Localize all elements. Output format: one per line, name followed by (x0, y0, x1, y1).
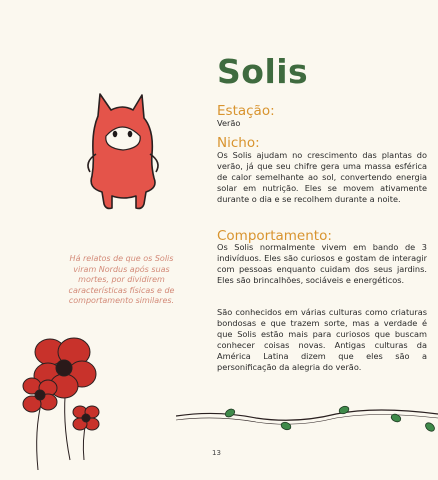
side-note: Há relatos de que os Solis viram Nordus após suas mortes, por dividirem características físicas e de comportamento similares. (68, 254, 175, 306)
nicho-text: Os Solis ajudam no crescimento das plantas do verão, já que seu chifre gera uma massa esférica de calor semelhante ao sol, convertendo energia solar em nutrição. Eles se movem ativamente durante o dia e se recolhem durante a noite. (217, 150, 427, 205)
flower-small (23, 378, 57, 412)
page-title: Solis (217, 52, 309, 91)
page-number: 13 (212, 449, 221, 457)
leaf-2 (280, 421, 292, 431)
comportamento-text: Os Solis normalmente vivem em bando de 3 indivíduos. Eles são curiosos e gostam de interagir com pessoas enquanto cuidam dos seus jardins. Eles são brincalhões, sociáveis e energéticos. (217, 242, 427, 286)
estacao-text: Verão (217, 118, 241, 128)
flowers-illustration (14, 330, 124, 480)
leaf-4 (390, 413, 402, 424)
vine-illustration (176, 402, 438, 442)
comportamento-heading: Comportamento: (217, 228, 332, 244)
solis-creature-illustration (78, 92, 168, 217)
leaf-5 (424, 421, 436, 433)
flower-tiny (73, 406, 99, 430)
leaf-1 (224, 407, 236, 418)
comportamento-text-2: São conhecidos em várias culturas como criaturas bondosas e que trazem sorte, mas a verdade é que Solis estão mais para curiosos que buscam conhecer coisas novas. Antigas culturas da América Latina dizem que eles são a personificação da alegria do verão. (217, 307, 427, 373)
estacao-heading: Estação: (217, 103, 275, 119)
nicho-heading: Nicho: (217, 135, 260, 151)
